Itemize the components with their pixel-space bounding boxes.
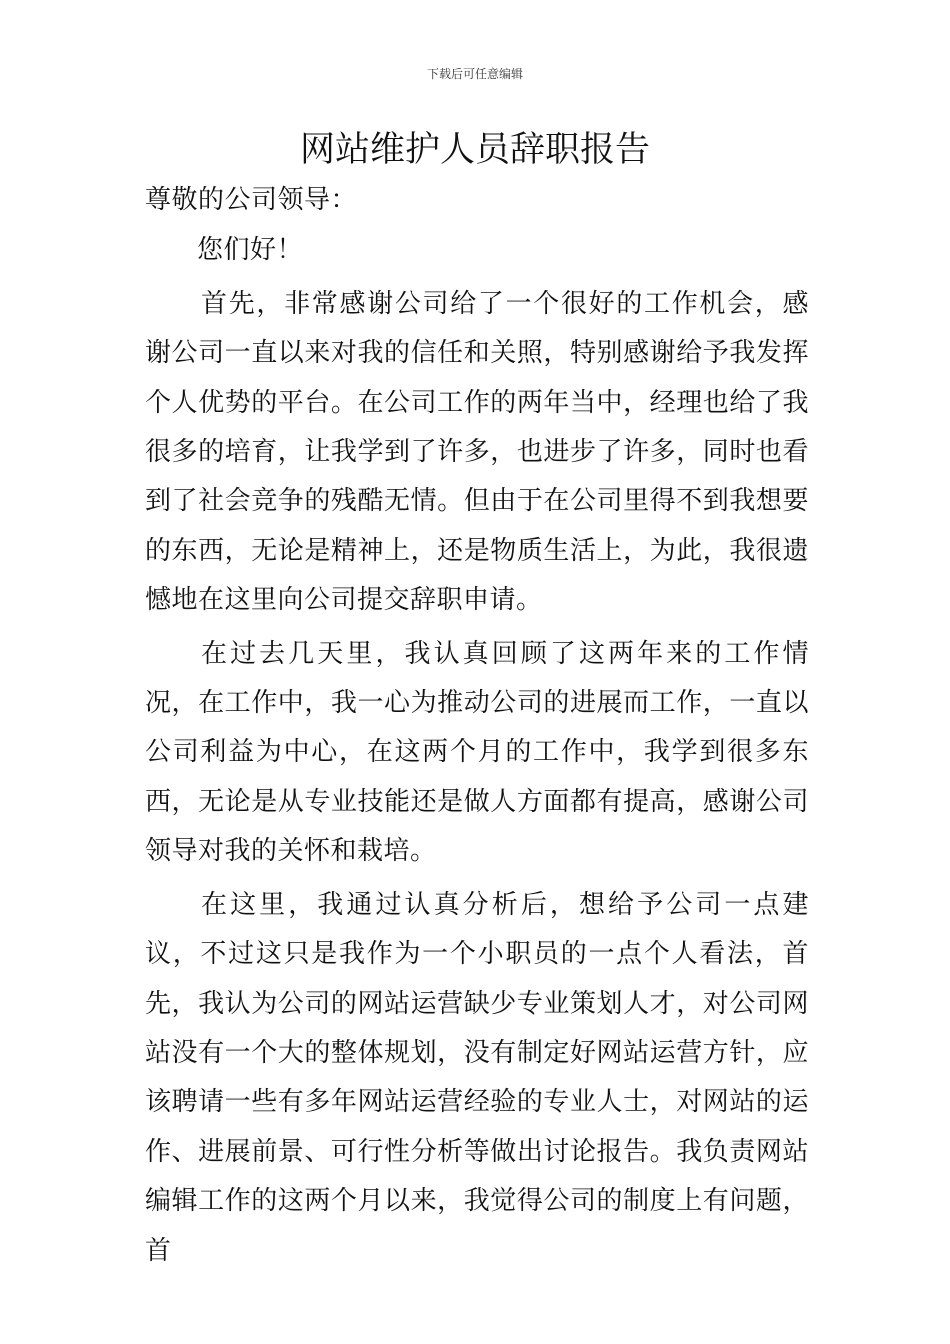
header-note: 下载后可任意编辑 xyxy=(426,67,523,81)
paragraph-1: 首先，非常感谢公司给了一个很好的工作机会，感谢公司一直以来对我的信任和关照，特别感谢给予我发挥个人优势的平台。在公司工作的两年当中，经理也给了我很多的培育，让我学到了许多，也进步了许多，同时也看到了社会竞争的残酷无情。但由于在公司里得不到我想要的东西，无论是精神上，还是物质生活上，为此，我很遗憾地在这里向公司提交辞职申请。 xyxy=(145,288,809,616)
document-body xyxy=(145,176,809,1276)
document-title: 网站维护人员辞职报告 xyxy=(299,130,650,170)
greeting: 您们好！ xyxy=(197,235,304,266)
paragraph-3: 在这里，我通过认真分析后，想给予公司一点建议，不过这只是我作为一个小职员的一点个人看法，首先，我认为公司的网站运营缺少专业策划人才，对公司网站没有一个大的整体规划，没有制定好网站运营方针，应该聘请一些有多年网站运营经验的专业人士，对网站的运作、进展前景、可行性分析等做出讨论报告。我负责网站编辑工作的这两个月以来，我觉得公司的制度上有问题，首 xyxy=(145,889,809,1266)
salutation: 尊敬的公司领导： xyxy=(145,185,358,215)
paragraph-2: 在过去几天里，我认真回顾了这两年来的工作情况，在工作中，我一心为推动公司的进展而工作，一直以公司利益为中心，在这两个月的工作中，我学到很多东西，无论是从专业技能还是做人方面都有提高，感谢公司领导对我的关怀和栽培。 xyxy=(145,638,809,867)
